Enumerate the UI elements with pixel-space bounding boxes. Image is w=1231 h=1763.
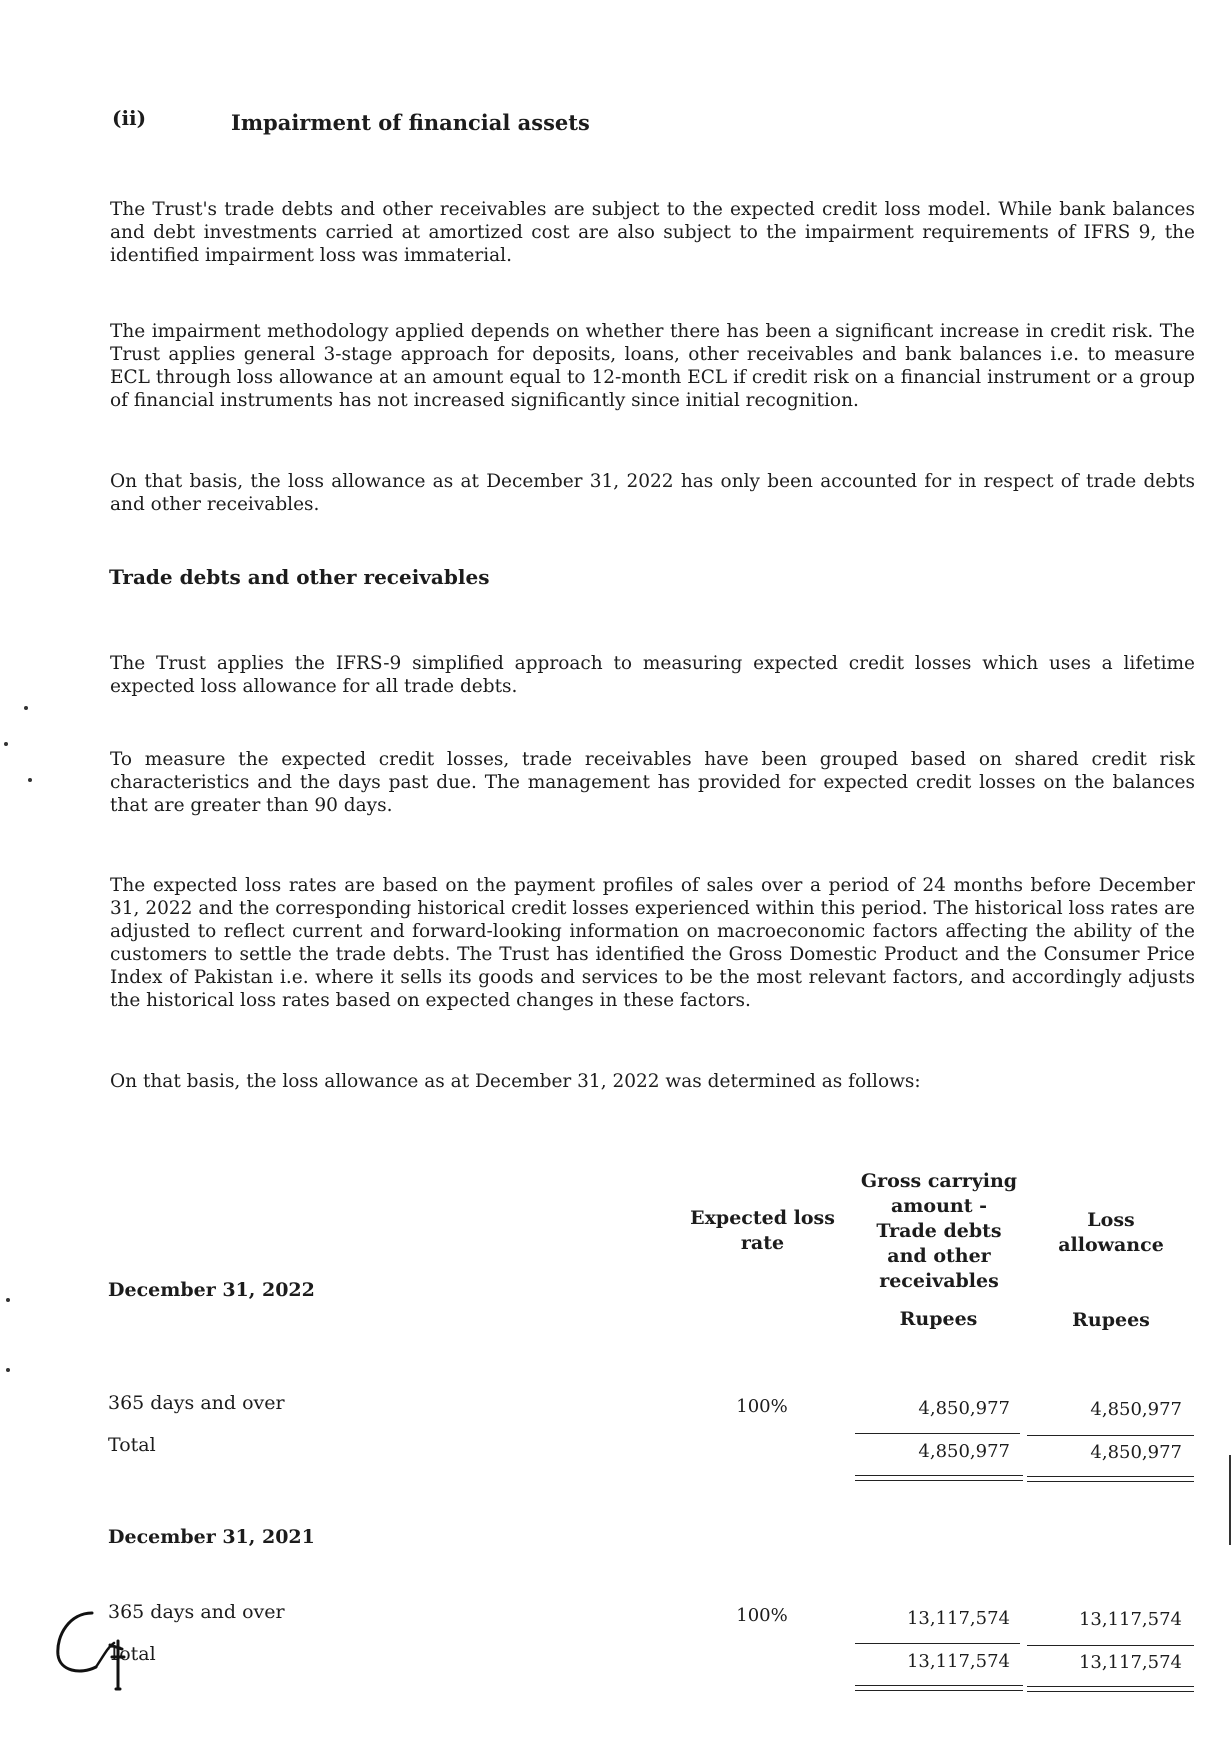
paragraph-impairment-methodology: The impairment methodology applied depends on whether there has been a significant increase in credit risk. The Trust applies general 3-stage approach for deposits, loans, other receivables and bank balances i.e. to measure ECL through loss allowance at an amount equal to 12-month ECL if credit risk on a financial instrument or a group of financial instruments has not increased significantly since initial recognition. — [110, 321, 1195, 411]
column-header-loss-allowance: Loss allowance — [1058, 1209, 1164, 1256]
section-number: (ii) — [112, 106, 147, 130]
rate-2021: 100% — [736, 1605, 788, 1626]
total-double-rule-loss-2021 — [1027, 1686, 1194, 1692]
subheading-trade-debts: Trade debts and other receivables — [109, 565, 490, 589]
paragraph-grouping-receivables: To measure the expected credit losses, trade receivables have been grouped based on shared credit risk characteristics and the days past due. The management has provided for expected credit losses on the balances that are greater than 90 days. — [110, 749, 1195, 816]
paragraph-table-intro: On that basis, the loss allowance as at December 31, 2022 was determined as follows: — [110, 1071, 921, 1092]
subtotal-rule-gross-2021 — [855, 1643, 1020, 1644]
paragraph-expected-loss-rates: The expected loss rates are based on the payment profiles of sales over a period of 24 months before December 31, 2022 and the corresponding historical credit losses experienced within this period. The historical loss rates are adjusted to reflect current and forward-looking information on macroeconomic factors affecting the ability of the customers to settle the trade debts. The Trust has identified the Gross Domestic Product and the Consumer Price Index of Pakistan i.e. where it sells its goods and services to be the most relevant factors, and accordingly adjusts the historical loss rates based on expected changes in these factors. — [110, 875, 1195, 1011]
row-label-365-days-2021: 365 days and over — [108, 1601, 285, 1623]
total-gross-2021: 13,117,574 — [906, 1651, 1010, 1672]
total-loss-2021: 13,117,574 — [1078, 1652, 1182, 1673]
period-title-2021: December 31, 2021 — [108, 1526, 315, 1548]
subtotal-rule-loss-2022 — [1027, 1435, 1194, 1436]
scan-speck — [6, 1298, 10, 1302]
row-label-365-days-2022: 365 days and over — [108, 1392, 285, 1414]
total-label-2021: Total — [108, 1643, 156, 1665]
section-title: Impairment of financial assets — [231, 110, 590, 135]
subtotal-rule-loss-2021 — [1027, 1645, 1194, 1646]
total-double-rule-loss-2022 — [1027, 1476, 1194, 1482]
signature-initials-mark — [52, 1605, 142, 1715]
gross-amount-2022: 4,850,977 — [918, 1398, 1010, 1419]
scan-speck — [24, 706, 28, 710]
total-double-rule-gross-2021 — [855, 1685, 1023, 1691]
scan-speck — [4, 742, 8, 746]
total-gross-2022: 4,850,977 — [918, 1441, 1010, 1462]
gross-unit-label: Rupees — [899, 1308, 978, 1330]
paragraph-simplified-approach: The Trust applies the IFRS-9 simplified approach to measuring expected credit losses which uses a lifetime expected loss allowance for all trade debts. — [110, 653, 1195, 697]
gross-amount-2021: 13,117,574 — [906, 1608, 1010, 1629]
period-title-2022: December 31, 2022 — [108, 1279, 315, 1301]
total-double-rule-gross-2022 — [855, 1475, 1023, 1481]
column-header-expected-loss-rate: Expected loss rate — [690, 1207, 835, 1254]
column-header-gross-carrying-amount: Gross carrying amount - Trade debts and other receivables — [860, 1170, 1018, 1292]
loss-allowance-2022: 4,850,977 — [1090, 1399, 1182, 1420]
scan-speck — [6, 1368, 10, 1372]
rate-2022: 100% — [736, 1396, 788, 1417]
loss-allowance-2021: 13,117,574 — [1078, 1609, 1182, 1630]
subtotal-rule-gross-2022 — [855, 1433, 1020, 1434]
paragraph-loss-allowance-basis: On that basis, the loss allowance as at December 31, 2022 has only been accounted for in respect of trade debts and other receivables. — [110, 471, 1195, 515]
loss-unit-label: Rupees — [1072, 1309, 1150, 1331]
total-loss-2022: 4,850,977 — [1090, 1442, 1182, 1463]
total-label-2022: Total — [108, 1434, 156, 1456]
paragraph-expected-credit-loss-model: The Trust's trade debts and other receivables are subject to the expected credit loss model. While bank balances and debt investments carried at amortized cost are also subject to the impairment requirements of IFRS 9, the identified impairment loss was immaterial. — [110, 199, 1195, 266]
scan-speck — [28, 778, 32, 782]
